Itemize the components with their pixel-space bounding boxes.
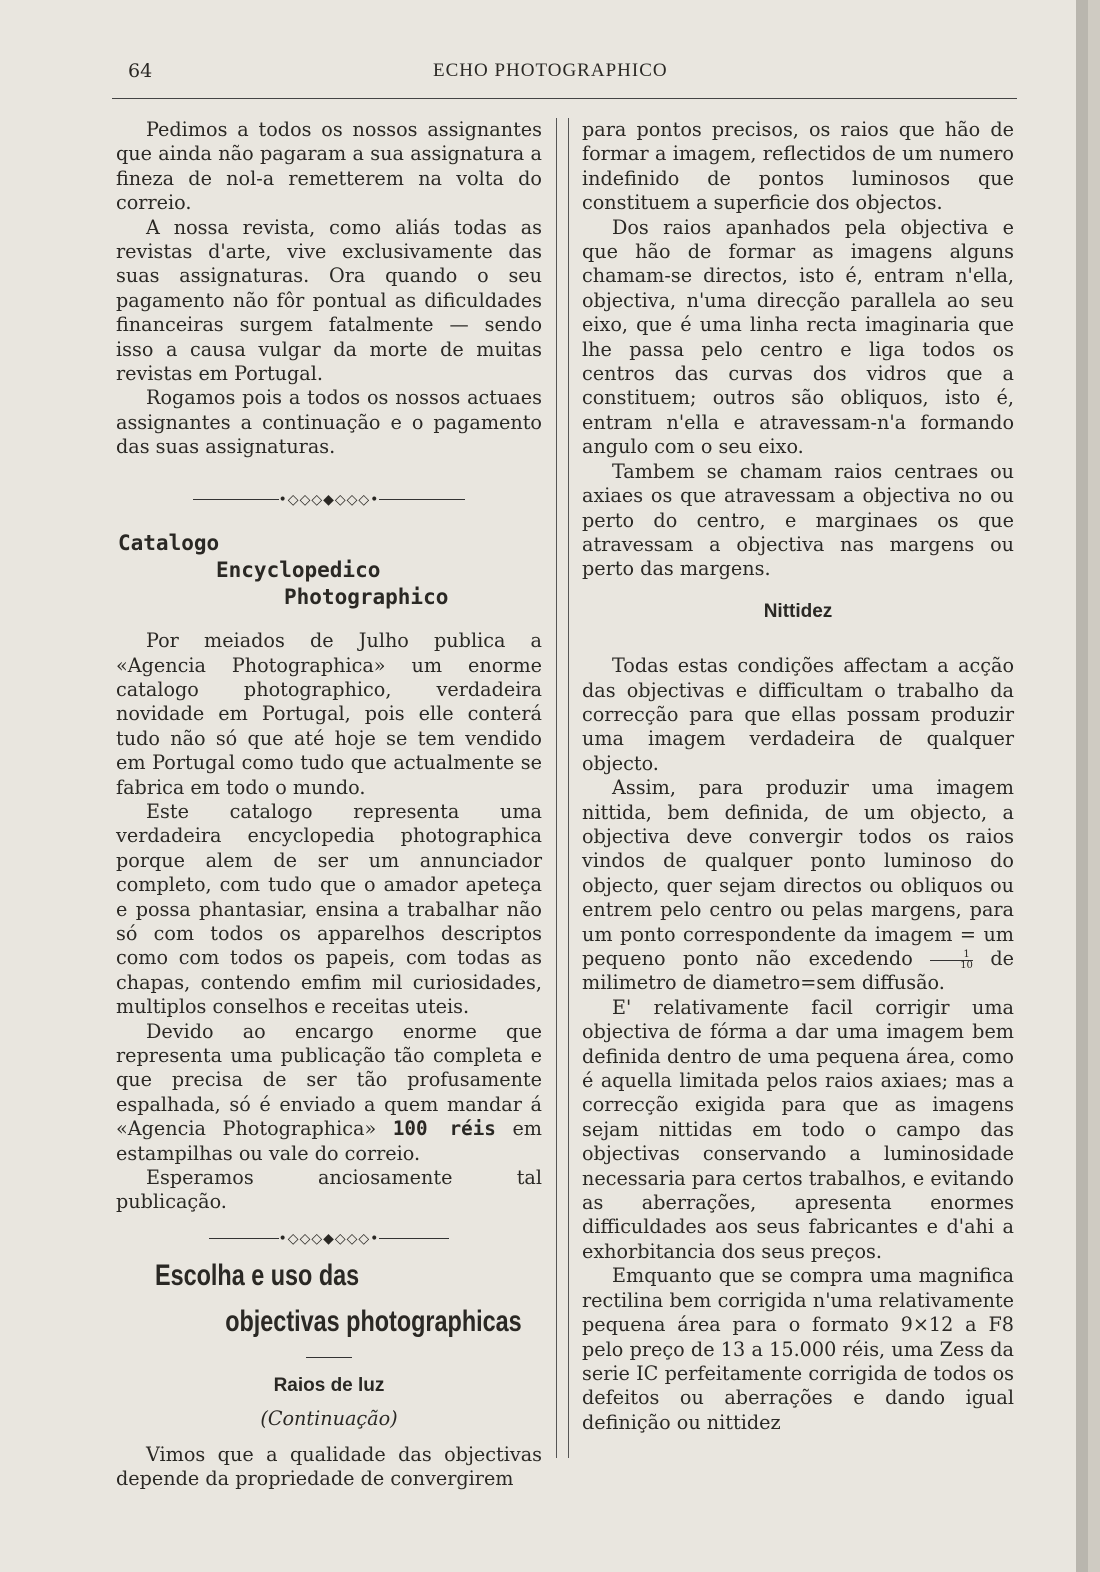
ornamental-divider [116,1227,542,1251]
catalog-paragraph-text: em estampilhas ou vale do correio. [116,1117,542,1165]
header-rule [112,98,1017,99]
catalog-heading-line: Encyclopedico [216,558,381,583]
article-title-line: Escolha e uso das [155,1259,360,1293]
ornamental-divider [116,488,542,512]
ornament-glyphs: •◇◇◇◆◇◇◇• [278,491,380,508]
running-header-title: ECHO PHOTOGRAPHICO [433,60,668,81]
page-number: 64 [128,60,153,82]
notice-paragraph: A nossa revista, como aliás todas as revistas d'arte, vive exclusivamente das suas assignaturas. Ora quando o seu pagamento não fôr pontual as dificuldades financeiras surgem fatalmente — sendo isso a causa vulgar da morte de muitas revistas em Portugal. [116,215,542,386]
catalog-paragraph: Esperamos anciosamente tal publicação. [116,1166,542,1214]
left-column [116,118,542,1492]
column-divider-inner [568,118,569,1458]
article-paragraph [582,776,1014,996]
column-divider [556,118,557,1458]
catalog-heading [116,530,542,611]
article-subheading: Raios de luz [273,1375,385,1397]
catalog-price: 100 réis [392,1117,496,1141]
article-paragraph: E' relativamente facil corrigir uma objectiva de fórma a dar uma imagem bem definida dentro de uma pequena área, como é aquella limitada pelos raios axiaes; mas a correcção exigida para que as imagens sejam nittidas em todo o campo das objectivas conservando a luminosidade necessaria para certos trabalhos, e evitando as aberrações, apresenta enormes difficuldades aos seus fabricantes e d'ahi a exhorbitancia dos seus preços. [582,995,1014,1263]
ornament-glyphs: •◇◇◇◆◇◇◇• [278,1230,380,1247]
notice-paragraph: Rogamos pois a todos os nossos actuaes assignantes a continuação e o pagamento das suas assignaturas. [116,386,542,459]
notice-paragraph: Pedimos a todos os nossos assignantes que ainda não pagaram a sua assignatura a fineza de nol-a remetterem na volta do correio. [116,118,542,215]
article-paragraph: Emquanto que se compra uma magnifica rectilina bem corrigida n'uma relativamente pequena área para o formato 9×12 a F8 pelo preço de 13 a 15.000 réis, uma Zess da serie IC perfeitamente corrigida de todos os defeitos ou aberrações e dando igual definição ou nittidez [582,1264,1014,1434]
article-paragraph: Dos raios apanhados pela objectiva e que hão de formar as imagens alguns chamam-se directos, isto é, entram n'ella, objectiva, n'uma direcção parallela ao seu eixo, que é uma linha recta imaginaria que lhe passa pelo centro e liga todos os centros das curvas dos vidros que a constituem; outros são obliquos, isto é, entram n'ella e atravessam-n'a formando angulo com o seu eixo. [582,215,1014,459]
article-paragraph: Vimos que a qualidade das objectivas depende da propriedade de convergirem [116,1443,542,1491]
catalog-paragraph: Por meiados de Julho publica a «Agencia Photographica» um enorme catalogo photographico, verdadeira novidade em Portugal, pois elle conterá tudo não só que até hoje se tem vendido em Portugal como tudo que actualmente se fabrica em todo o mundo. [116,629,542,799]
catalog-heading-line: Photographico [284,585,449,610]
article-paragraph: para pontos precisos, os raios que hão de formar a imagem, reflectidos de um numero indefinido de pontos luminosos que constituem a superficie dos objectos. [582,118,1014,215]
fraction-numerator: 1 [930,950,973,961]
article-paragraph-text: de milimetro de diametro=sem diffusão. [582,947,1014,995]
catalog-heading-line: Catalogo [118,531,220,556]
article-paragraph-text: Assim, para produzir uma imagem nittida, bem definida, de um objecto, a objectiva deve convergir todos os raios vindos de qualquer ponto luminoso do objecto, quer sejam directos ou obliquos ou entrem pelo centro ou pelas margens, para um ponto correspondente da imagem = um pequeno ponto não excedendo [582,776,1014,970]
title-rule [306,1357,352,1358]
catalog-paragraph-text: Devido ao encargo enorme que representa uma publicação tão completa e que precisa de ser tão profusamente espalhada, só é enviado a quem mandar á «Agencia Photographica» [116,1019,542,1141]
fraction-denominator: 10 [960,959,973,971]
article-paragraph: Todas estas condições affectam a acção das objectivas e difficultam o trabalho da correcção para que ellas possam produzir uma imagem verdadeira de qualquer objecto. [582,654,1014,775]
section-subheading: Nittidez [763,600,833,622]
article-title-line: objectivas photographicas [225,1305,522,1339]
catalog-paragraph [116,1020,542,1166]
catalog-paragraph: Este catalogo representa uma verdadeira encyclopedia photographica porque alem de ser um annunciador completo, com tudo que o amador apeteça e possa phantasiar, ensina a trabalhar não só com todos os apparelhos descriptos como com todos os papeis, com todas as chapas, contendo emfim mil curiosidades, multiplos conselhos e receitas uteis. [116,799,542,1019]
page-edge [1076,0,1088,1572]
fraction [930,950,973,971]
article-paragraph: Tambem se chamam raios centraes ou axiaes os que atravessam a objectiva no ou perto do centro, e marginaes os que atravessam a objectiva nas margens ou perto das margens. [582,459,1014,581]
right-column [582,118,1014,1435]
continuation-note: (Continuação) [260,1406,398,1430]
